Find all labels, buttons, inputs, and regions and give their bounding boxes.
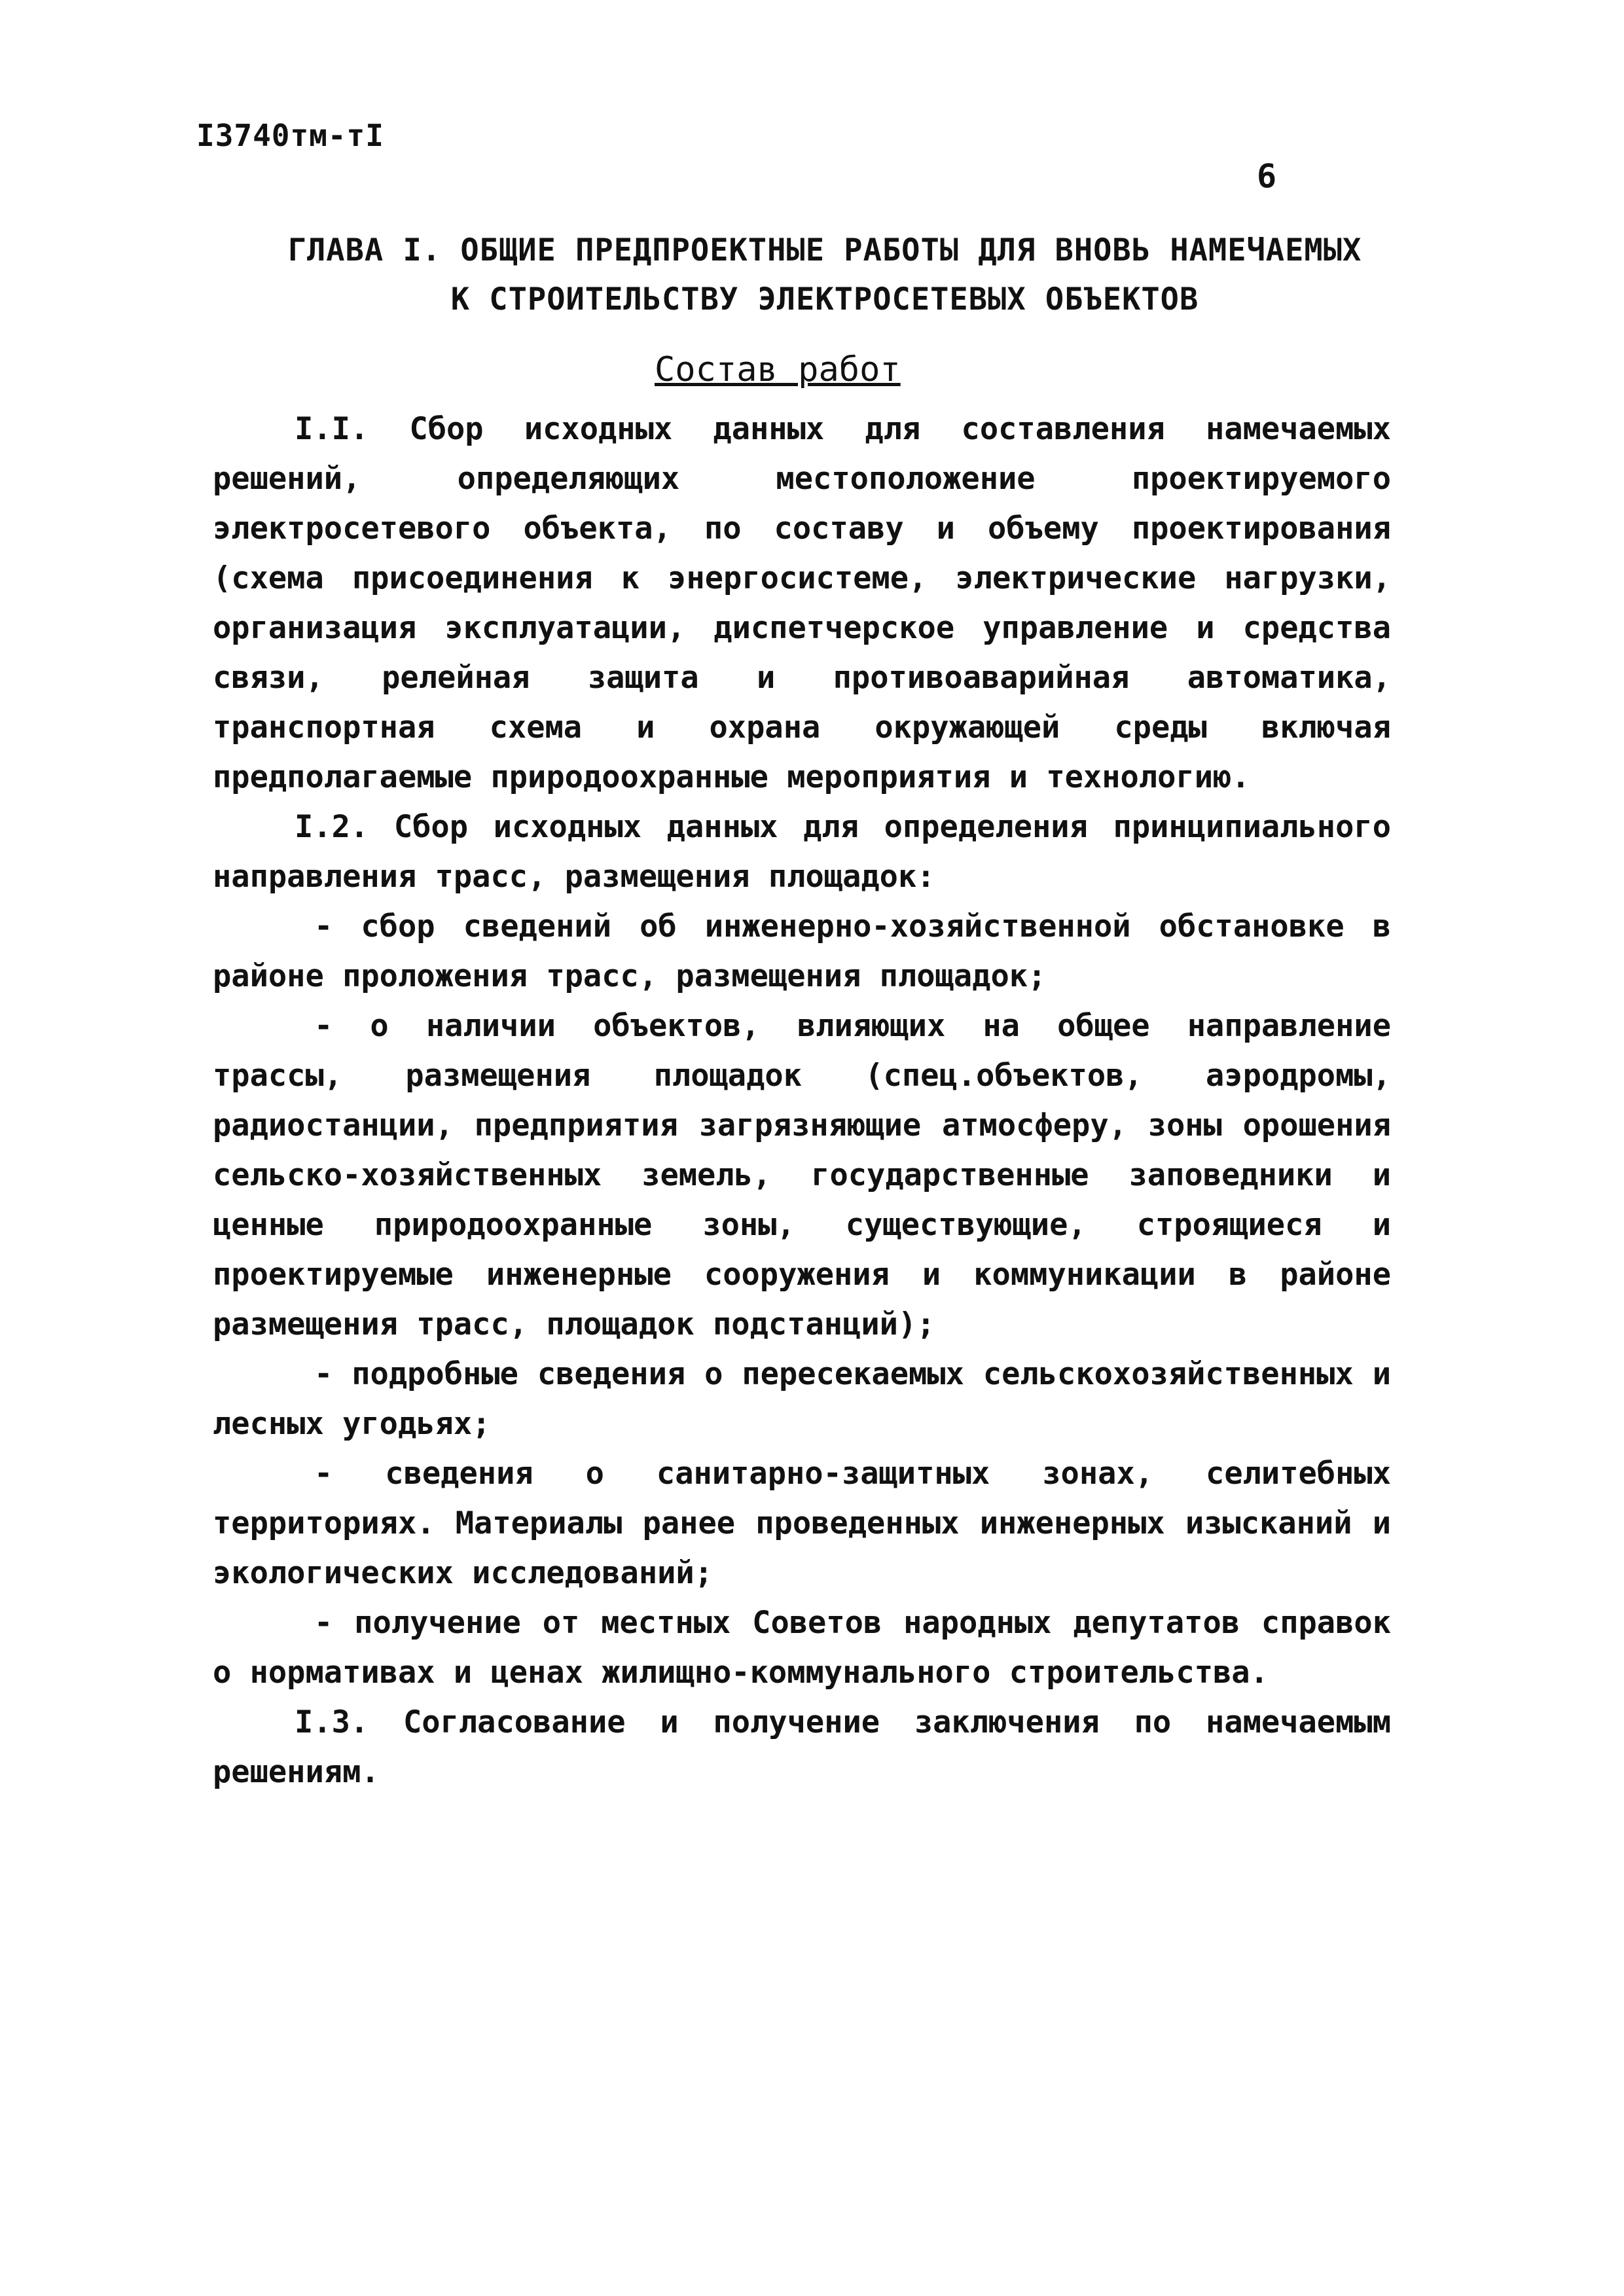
document-body bbox=[213, 404, 1391, 1797]
list-item: - получение от местных Советов народных депутатов справок о нормативах и ценах жилищно-коммунального строительства. bbox=[213, 1605, 1391, 1691]
list-item: - сбор сведений об инженерно-хозяйственной обстановке в районе проложения трасс, размещения площадок; bbox=[213, 908, 1391, 994]
document-code: I3740тм-тI bbox=[196, 118, 384, 153]
page-number: 6 bbox=[1257, 157, 1277, 195]
list-item: - сведения о санитарно-защитных зонах, селитебных территориях. Материалы ранее проведенных инженерных изысканий и экологических исследований; bbox=[213, 1456, 1391, 1591]
list-item: - подробные сведения о пересекаемых сельскохозяйственных и лесных угодьях; bbox=[213, 1356, 1391, 1442]
paragraph-1-3: I.3. Согласование и получение заключения по намечаемым решениям. bbox=[213, 1704, 1391, 1790]
paragraph-1-1: I.I. Сбор исходных данных для составления намечаемых решений, определяющих местоположение проектируемого электросетевого объекта, по составу и объему проектирования (схема присоединения к энергосистеме, электрические нагрузки, организация эксплуатации, диспетчерское управление и средства связи, релейная защита и противоаварийная автоматика, транспортная схема и охрана окружающей среды включая предполагаемые природоохранные мероприятия и технологию. bbox=[213, 411, 1391, 795]
section-subtitle: Состав работ bbox=[655, 350, 901, 389]
paragraph-1-2: I.2. Сбор исходных данных для определения принципиального направления трасс, размещения площадок: bbox=[213, 809, 1391, 895]
chapter-title-line1: ГЛАВА I. ОБЩИЕ ПРЕДПРОЕКТНЫЕ РАБОТЫ ДЛЯ ВНОВЬ НАМЕЧАЕМЫХ bbox=[287, 232, 1362, 268]
list-item: - о наличии объектов, влияющих на общее направление трассы, размещения площадок (спец.объектов, аэродромы, радиостанции, предприятия загрязняющие атмосферу, зоны орошения сельско-хозяйственных земель, государственные заповедники и ценные природоохранные зоны, существующие, строящиеся и проектируемые инженерные сооружения и коммуникации в районе размещения трасс, площадок подстанций); bbox=[213, 1008, 1391, 1342]
chapter-title-line2: К СТРОИТЕЛЬСТВУ ЭЛЕКТРОСЕТЕВЫХ ОБЪЕКТОВ bbox=[450, 281, 1199, 317]
